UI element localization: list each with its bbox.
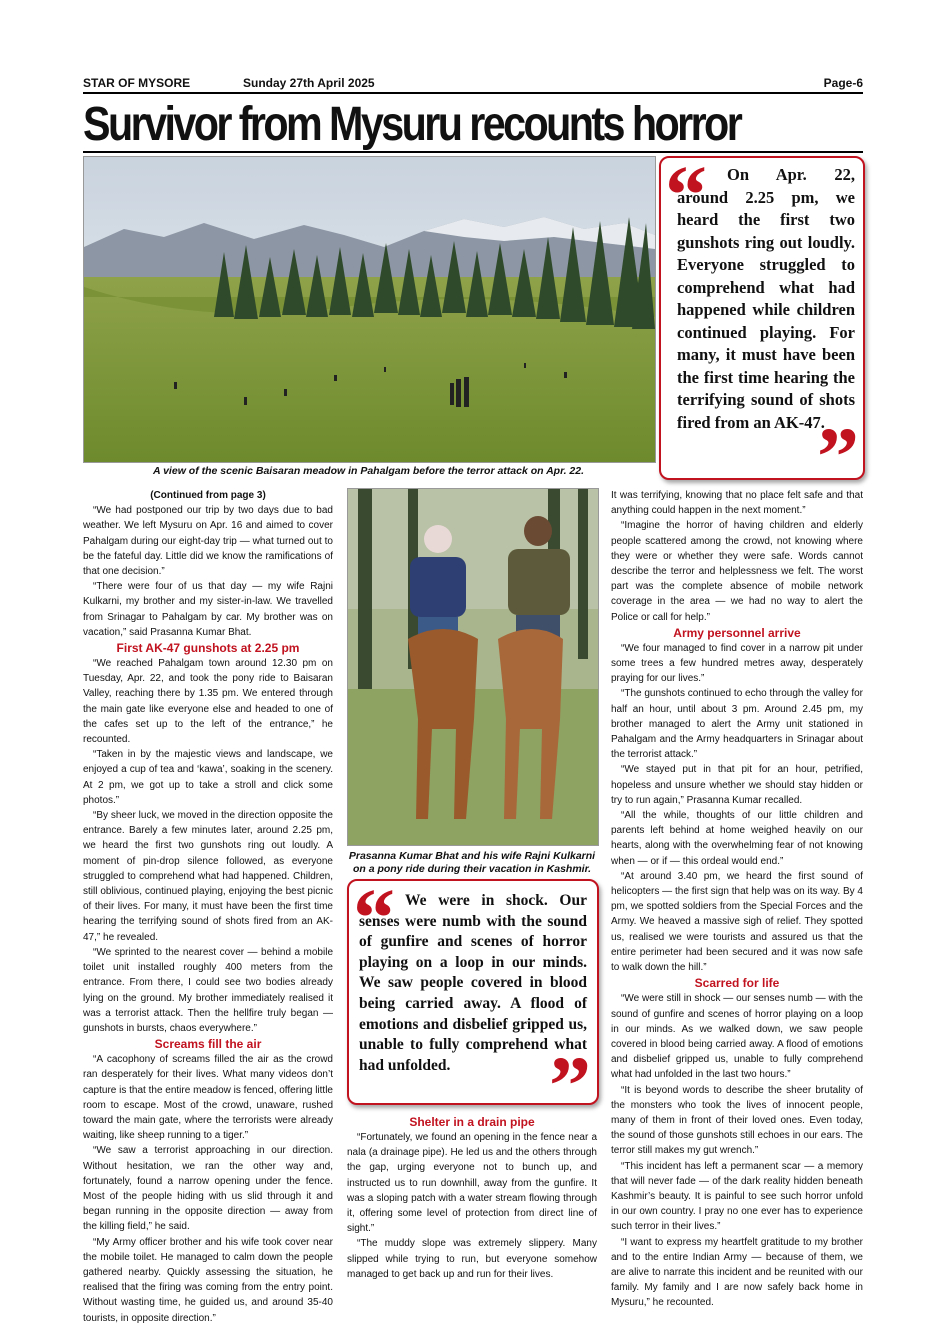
paragraph: “We sprinted to the nearest cover — behind a mobile toilet unit installed roughly 400 meters from the entrance. From there, I could see two bodies already lying on the ground. My brother immediately realised it was a terrorist attack. Then the hellfire truly began — gunshots in bursts, chaos everywhere.” [83,946,333,1034]
subhead-scarred: Scarred for life [694,976,780,991]
close-quote-icon: ” [817,411,859,504]
paragraph: “We stayed put in that pit for an hour, petrified, hopeless and unsure whether we should stay hidden or try to run again,” Prasanna Kumar recalled. [611,764,863,806]
headline: Survivor from Mysuru recounts horror [83,98,741,151]
page-number: Page-6 [823,76,863,90]
article-column-3 [611,488,863,1311]
subhead-first-gunshots: First AK-47 gunshots at 2.25 pm [116,641,300,656]
paragraph: “We reached Pahalgam town around 12.30 pm on Tuesday, Apr. 22, and took the pony ride to Baisaran Valley, reaching there by 1.35 pm. We entered through the main gate like everyone else and headed to one of the cafes set up to the left of the entrance,” he recounted. [83,658,333,746]
continued-note: (Continued from page 3) [150,490,266,501]
couple-illustration [348,489,598,845]
paragraph: “By sheer luck, we moved in the direction opposite the entrance. Barely a few minutes later, around 2.25 pm, we heard the first two gunshots ring out loudly. A moment of pin-drop silence followed, as everyone struggled to comprehend what had happened. Children, still oblivious, continued playing, enjoying the best picnic of their lives. For many, it must have been the first time hearing the terrifying sound of shots fired from an AK-47,” he revealed. [83,810,333,943]
paragraph: “We had postponed our trip by two days due to bad weather. We left Mysuru on Apr. 16 and aimed to cover Pahalgam during our eight-day trip — what turned out to be the fateful day. Little did we know the ramifications of that one decision.” [83,505,333,578]
paragraph: “I want to express my heartfelt gratitude to my brother and to the entire Indian Army — because of them, we are alive to narrate this incident and be reunited with our family. My family and I are now safely back home in Mysuru,” he recounted. [611,1236,863,1309]
couple-caption: Prasanna Kumar Bhat and his wife Rajni Kulkarni on a pony ride during their vacation in Kashmir. [348,850,596,875]
subhead-army: Army personnel arrive [673,625,801,640]
article-column-2 [347,1114,597,1282]
subhead-shelter: Shelter in a drain pipe [409,1115,535,1129]
paragraph: “All the while, thoughts of our little children and parents left behind at home weighed heavily on our hearts, along with the overwhelming fear of not knowing when — or if — this ordeal would end.” [611,810,863,867]
article-column-1 [83,488,333,1326]
paragraph: “A cacophony of screams filled the air as the crowd ran desperately for their lives. What many videos don’t capture is that the entire meadow is fenced, offering little room to escape. Most of the crowd, unaware, rushed toward the main gate, where the terrorists were already waiting, like sheep running to a tiger.” [83,1054,333,1142]
paragraph: It was terrifying, knowing that no place felt safe and that anything could happen in the next moment.” [611,490,863,517]
paragraph: “We were still in shock — our senses numb — with the sound of gunfire and scenes of horror playing on a loop in our minds. As we walked down, we saw people covered in blood being carried away. A flood of emotions and disbelief gripped us, unable to fully comprehend what had unfolded in the last two hours.” [611,993,863,1081]
paragraph: “We saw a terrorist approaching in our direction. Without hesitation, we ran the other way and, fortunately, found a narrow opening under the fence. Most of the people hiding with us slid through it and began running in the opposite direction — away from the killing field,” he said. [83,1145,333,1233]
headline-rule [83,151,863,153]
paragraph: “At around 3.40 pm, we heard the first sound of helicopters — the first sign that help was on its way. By 4 pm, we spotted soldiers from the Special Forces and the Army. We heaved a massive sigh of relief. They spotted us, realised we were tourists and assured us that the entire perimeter had been secured and it was now safe to walk down the hill.” [611,870,863,974]
subhead-screams: Screams fill the air [154,1037,262,1052]
close-quote-icon: ” [549,1040,591,1133]
open-quote-icon: “ [353,872,395,965]
paragraph: “The muddy slope was extremely slippery. Many slipped while trying to run, but everyone somehow managed to get back up and run for their lives. [347,1238,597,1280]
publication-name: STAR OF MYSORE [83,76,191,90]
issue-date: Sunday 27th April 2025 [243,76,375,90]
masthead [83,76,863,92]
couple-photo [347,488,599,846]
paragraph: “We four managed to find cover in a narrow pit under some trees a few hundred metres away, desperately praying for our lives.” [611,642,863,685]
pullquote-top-text: On Apr. 22, around 2.25 pm, we heard the first two gunshots ring out loudly. Everyone struggled to comprehend what had happened while children continued playing. For many, it must have been the first time hearing the terrifying sound of shots fired from an AK-47. [677,165,855,432]
meadow-photo [83,156,656,463]
paragraph: “Fortunately, we found an opening in the fence near a nala (a drainage pipe). He led us and the others through the gap, urging everyone not to bunch up, and instructed us to run downhill, away from the gunfire. It was a sloping patch with a water stream flowing through it, offering some level of protection from direct line of sight.” [347,1132,597,1235]
paragraph: “Imagine the horror of having children and elderly people scattered among the crowd, not knowing where they were or whether they were safe. Words cannot describe the terror and helplessness we felt. The worst part was the complete absence of mobile network coverage in the area — we had no way to alert the Police or call for help.” [611,520,863,623]
masthead-rule [83,92,863,94]
open-quote-icon: “ [665,149,707,242]
meadow-caption: A view of the scenic Baisaran meadow in Pahalgam before the terror attack on Apr. 22. [152,465,585,477]
paragraph: “Taken in by the majestic views and landscape, we enjoyed a cup of tea and ‘kawa’, soaking in the scenery. At 2 pm, we got up to take a stroll and click some photos.” [83,749,333,806]
paragraph: “It is beyond words to describe the sheer brutality of the monsters who took the lives of innocent people, many of them in front of their loved ones. Even today, the sound of those gunshots still echoes in our ears. The terror still makes my gut wrench.” [611,1084,863,1157]
paragraph: “This incident has left a permanent scar — a memory that will never fade — of the dark reality hidden beneath Kashmir’s beauty. It is painful to see such horror unfold in our own country. I pray no one ever has to experience such terror in their lives.” [611,1160,863,1233]
paragraph: “My Army officer brother and his wife took cover near the mobile toilet. He managed to calm down the people gathered nearby. Quickly assessing the situation, he realised that the firing was coming from the entry point. Without wasting time, he guided us, and around 35-40 tourists, in opposite direction.” [83,1236,333,1324]
paragraph: “There were four of us that day — my wife Rajni Kulkarni, my brother and my sister-in-law. We travelled from Srinagar to Pahalgam by car. My brother was on vacation,” said Prasanna Kumar Bhat. [83,581,333,638]
pullquote-top [659,149,865,504]
pullquote-middle-text: We were in shock. Our senses were numb with the sound of gunfire and scenes of horror playing on a loop in our minds. We saw people covered in blood being carried away. A flood of emotions and disbelief gripped us, unable to fully comprehend what had unfolded. [359,892,587,1074]
paragraph: “The gunshots continued to echo through the valley for half an hour, until about 3 pm. Around 2.45 pm, my brother managed to alert the Army unit stationed in Pahalgam and the Army headquarters in Srinagar about the terrorist attack.” [611,688,863,761]
meadow-illustration [84,157,655,462]
